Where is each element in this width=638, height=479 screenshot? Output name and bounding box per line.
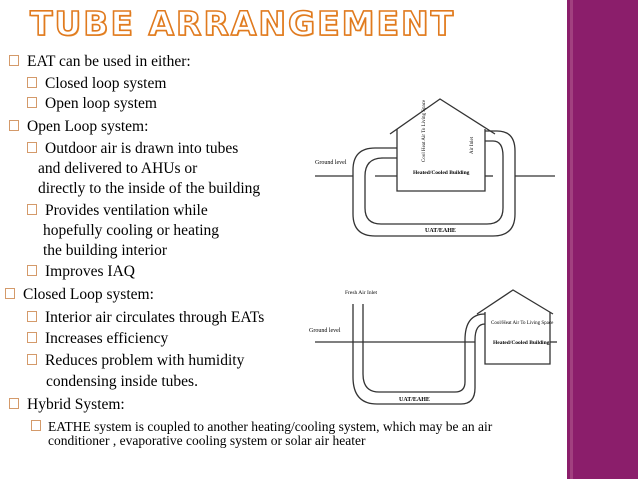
bullet-text: Open loop system [45,95,157,112]
bullet-outdoor-air [27,140,238,158]
continuation-text: directly to the inside of the building [38,180,261,197]
bullet-eat-usage [9,53,191,71]
ground-label: Ground level [315,160,347,166]
bullet-text: Improves IAQ [45,263,135,280]
open-loop-diagram [305,96,560,246]
bullet-text: Increases efficiency [45,330,169,347]
bullet-text: Closed loop system [45,75,167,92]
continuation-text: and delivered to AHUs or [38,160,198,177]
slide-title: TUBE ARRANGEMENT [30,4,456,43]
bullet-text: Provides ventilation while [45,202,208,219]
bullet-icon [9,55,19,66]
tube-label: UAT/EAHE [425,228,456,234]
bullet-text: Hybrid System: [27,396,125,413]
continuation-text: the building interior [43,242,167,259]
bullet-text: Interior air circulates through EATs [45,309,265,326]
bullet-icon [27,332,37,343]
continuation-text: condensing inside tubes. [46,373,198,390]
bullet-hybrid-description: EATHE system is coupled to another heating/cooling system, which may be an air conditioner , evaporative cooling system or solar air heater [48,419,493,448]
bullet-text: EAT can be used in either: [27,53,191,70]
building-label: Heated/Cooled Building [493,340,550,346]
air-inlet-label: Air Inlet [470,136,475,154]
accent-sidebar [567,0,638,479]
fresh-air-label: Fresh Air Inlet [345,290,378,296]
bullet-icon [27,265,37,276]
bullet-icon [27,142,37,153]
bullet-icon [9,120,19,131]
bullet-icon [9,398,19,409]
bullet-text: Reduces problem with humidity [45,352,245,369]
bullet-icon [31,420,41,431]
heading-open-loop [9,118,148,136]
ground-label: Ground level [309,328,341,334]
bullet-hybrid-marker [31,418,49,436]
bullet-icon [27,354,37,365]
bullet-text: Closed Loop system: [23,286,154,303]
bullet-icon [27,204,37,215]
accent-sidebar-stripe [570,0,573,479]
continuation-text: hopefully cooling or heating [43,222,220,239]
sub-bullet-closed-loop [27,75,166,93]
bullet-humidity [27,352,244,370]
heading-hybrid [9,396,125,414]
heading-closed-loop [5,286,154,304]
sub-bullet-open-loop [27,95,157,113]
bullet-ventilation [27,202,208,220]
bullet-efficiency [27,330,168,348]
cool-heat-label: Cool Heat Air To Living Space [422,99,427,162]
bullet-text: Open Loop system: [27,118,149,135]
building-label: Heated/Cooled Building [413,170,470,176]
bullet-text: Outdoor air is drawn into tubes [45,140,239,157]
bullet-icon [27,97,37,108]
bullet-interior-air [27,309,264,327]
bullet-icon [27,311,37,322]
bullet-icon [27,77,37,88]
cool-heat-label: Cool/Heat Air To Living Space [491,321,554,326]
closed-loop-diagram [305,282,560,417]
bullet-iaq [27,263,135,281]
tube-label: UAT/EAHE [399,397,430,403]
bullet-icon [5,288,15,299]
